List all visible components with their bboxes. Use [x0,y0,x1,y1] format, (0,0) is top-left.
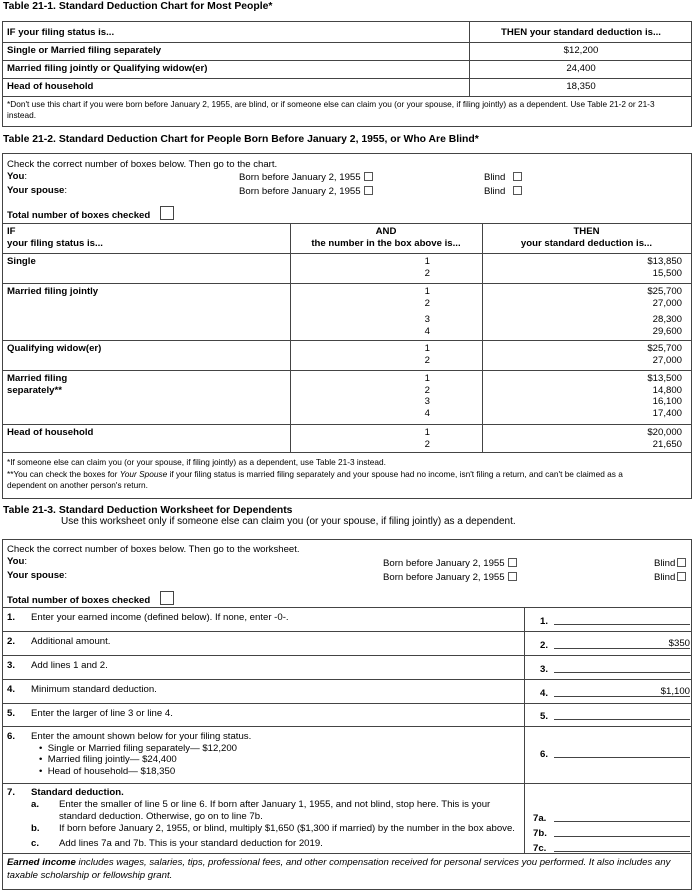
table-21-1-header-right: THEN your standard deduction is... [501,27,661,38]
line-6-text: Enter the amount shown below for your filing status. • Single or Married filing separately— $12,200 • Married filing jointly— $24,400 • Head of household— $18,350 [31,731,252,777]
line-text: Additional amount. [31,636,111,647]
you-blind: Blind [484,172,522,184]
line-7c-field[interactable] [554,840,690,852]
line-ref: 7b. [533,828,547,839]
table-21-1 [2,21,692,127]
total-boxes-input[interactable] [160,206,174,220]
line-6-field[interactable] [554,746,690,758]
line-7a-field[interactable] [554,810,690,822]
divider [3,96,691,97]
spouse-born-checkbox[interactable] [508,572,517,581]
line-7a-label: a. [31,799,40,810]
table-21-1-header-left: IF your filing status is... [7,27,115,38]
deduction-list: $13,500 14,800 16,100 17,400 [647,373,682,419]
line-3-field[interactable] [554,661,690,673]
deduction-list: $13,850 15,500 [647,256,682,279]
line-ref: 2. [540,640,549,651]
earned-income-note: Earned income includes wages, salaries, tips, professional fees, and other compensation received for personal services you performed. It also includes any taxable scholarship or fellowship grant. [7,857,671,881]
box-number-list: 1 2 [424,427,430,450]
total-boxes: Total number of boxes checked [7,591,174,607]
line-7-title: Standard deduction. [31,787,124,798]
spouse-label: Your spouse: [7,185,68,196]
bullet-icon: • [39,742,43,754]
you-blind-checkbox[interactable] [677,558,686,567]
table-21-2-title: Table 21-2. Standard Deduction Chart for People Born Before January 2, 1955, or Who Are Blind* [3,134,479,145]
spouse-born-before: Born before January 2, 1955 [383,572,517,584]
deduction-list: $25,700 27,000 28,300 29,600 [647,286,682,337]
table-21-2 [2,153,692,499]
line-number: 3. [7,660,16,671]
box-number-list: 1 2 3 4 [424,286,430,337]
you-blind-checkbox[interactable] [513,172,522,181]
status-mfs: Married filing separately** [7,373,68,396]
line-text: Enter your earned income (defined below). If none, enter -0-. [31,612,289,623]
you-born-checkbox[interactable] [364,172,373,181]
box-number-list: 1 2 [424,343,430,366]
divider [3,783,691,784]
table-row-status: Married filing jointly or Qualifying widow(er) [7,63,208,74]
table-21-2-instruction: Check the correct number of boxes below. Then go to the chart. [7,159,278,170]
spouse-born-before: Born before January 2, 1955 [239,186,373,198]
status-qw: Qualifying widow(er) [7,343,102,354]
divider [3,60,691,61]
line-number: 4. [7,684,16,695]
total-boxes-input[interactable] [160,591,174,605]
line-ref: 7a. [533,813,547,824]
line-number: 1. [7,612,16,623]
divider [3,42,691,43]
spouse-blind: Blind [654,572,686,584]
status-mfj: Married filing jointly [7,286,99,297]
line-text: Enter the larger of line 3 or line 4. [31,708,173,719]
table-21-3-title: Table 21-3. Standard Deduction Worksheet for Dependents [3,505,293,516]
line-ref: 7c. [533,843,547,854]
divider [3,340,691,341]
divider [3,655,691,656]
table-row-amount: 18,350 [566,81,596,92]
line-ref: 3. [540,664,549,675]
line-7b-label: b. [31,823,40,834]
bullet-icon: • [39,765,43,777]
line-number: 5. [7,708,16,719]
line-ref: 4. [540,688,549,699]
table-row-status: Single or Married filing separately [7,45,162,56]
divider [3,607,691,608]
divider [3,253,691,254]
table-row-status: Head of household [7,81,94,92]
line-ref: 6. [540,749,549,760]
divider [3,452,691,453]
table-21-1-title: Table 21-1. Standard Deduction Chart for Most People* [3,1,273,12]
line-number: 2. [7,636,16,647]
you-blind: Blind [654,558,686,570]
line-ref: 1. [540,616,549,627]
line-7c-label: c. [31,838,40,849]
line-text: Add lines 1 and 2. [31,660,108,671]
divider [3,424,691,425]
you-born-checkbox[interactable] [508,558,517,567]
divider [3,853,691,854]
total-boxes: Total number of boxes checked [7,206,174,222]
deduction-list: $20,000 21,650 [647,427,682,450]
spouse-born-checkbox[interactable] [364,186,373,195]
you-label: You: [7,556,28,567]
line-7c-text: Add lines 7a and 7b. This is your standard deduction for 2019. [59,838,323,849]
line-4-field[interactable]: $1,100 [554,685,690,697]
status-hoh: Head of household [7,427,94,438]
you-born-before: Born before January 2, 1955 [239,172,373,184]
line-7b-text: If born before January 2, 1955, or blind, multiply $1,650 ($1,300 if married) by the number in the box above. [59,823,515,834]
table-21-3-instruction: Check the correct number of boxes below. Then go to the worksheet. [7,544,300,555]
line-7b-field[interactable] [554,825,690,837]
col3-header: THEN your standard deduction is... [520,226,653,250]
box-number-list: 1 2 [424,256,430,279]
line-ref: 5. [540,711,549,722]
table-21-3 [2,539,692,890]
deduction-list: $25,700 27,000 [647,343,682,366]
table-21-1-footnote: *Don't use this chart if you were born before January 2, 1955, are blind, or if someone else can claim you (or your spouse, if filing jointly) as a dependent. Use Table 21-2 or 21-3 instead. [7,99,655,121]
table-row-amount: 24,400 [566,63,596,74]
spouse-label: Your spouse: [7,570,68,581]
divider [3,703,691,704]
table-21-3-subtitle: Use this worksheet only if someone else can claim you (or your spouse, if filing jointly) as a dependent. [61,516,516,527]
spouse-blind-checkbox[interactable] [677,572,686,581]
line-2-field[interactable]: $350 [554,637,690,649]
table-row-amount: $12,200 [563,45,599,56]
divider [3,370,691,371]
spouse-blind-checkbox[interactable] [513,186,522,195]
divider [524,607,525,853]
divider [3,223,691,224]
divider [3,631,691,632]
line-number: 6. [7,731,16,742]
status-single: Single [7,256,36,267]
line-7a-text: Enter the smaller of line 5 or line 6. If born after January 1, 1955, and not blind, stop here. This is your standard deduction. Otherwise, go on to line 7b. [59,799,491,822]
line-text: Minimum standard deduction. [31,684,157,695]
divider [3,726,691,727]
you-label: You: [7,171,28,182]
col1-header: IF your filing status is... [7,226,103,250]
line-5-field[interactable] [554,708,690,720]
divider [3,283,691,284]
divider [3,679,691,680]
divider [3,78,691,79]
line-1-field[interactable] [554,613,690,625]
bullet-icon: • [39,754,43,765]
col2-header: AND the number in the box above is... [311,226,461,250]
line-number: 7. [7,787,16,798]
you-born-before: Born before January 2, 1955 [383,558,517,570]
table-21-2-footnotes: *If someone else can claim you (or your spouse, if filing jointly) as a dependent, use Table 21-3 instead. **You can check the boxes for Your Spouse if your filing status is married filing separately and your spouse had no income, isn't filing a return, and can't be claimed as a dependent on another person's return. [7,457,623,491]
spouse-blind: Blind [484,186,522,198]
box-number-list: 1 2 3 4 [424,373,430,419]
